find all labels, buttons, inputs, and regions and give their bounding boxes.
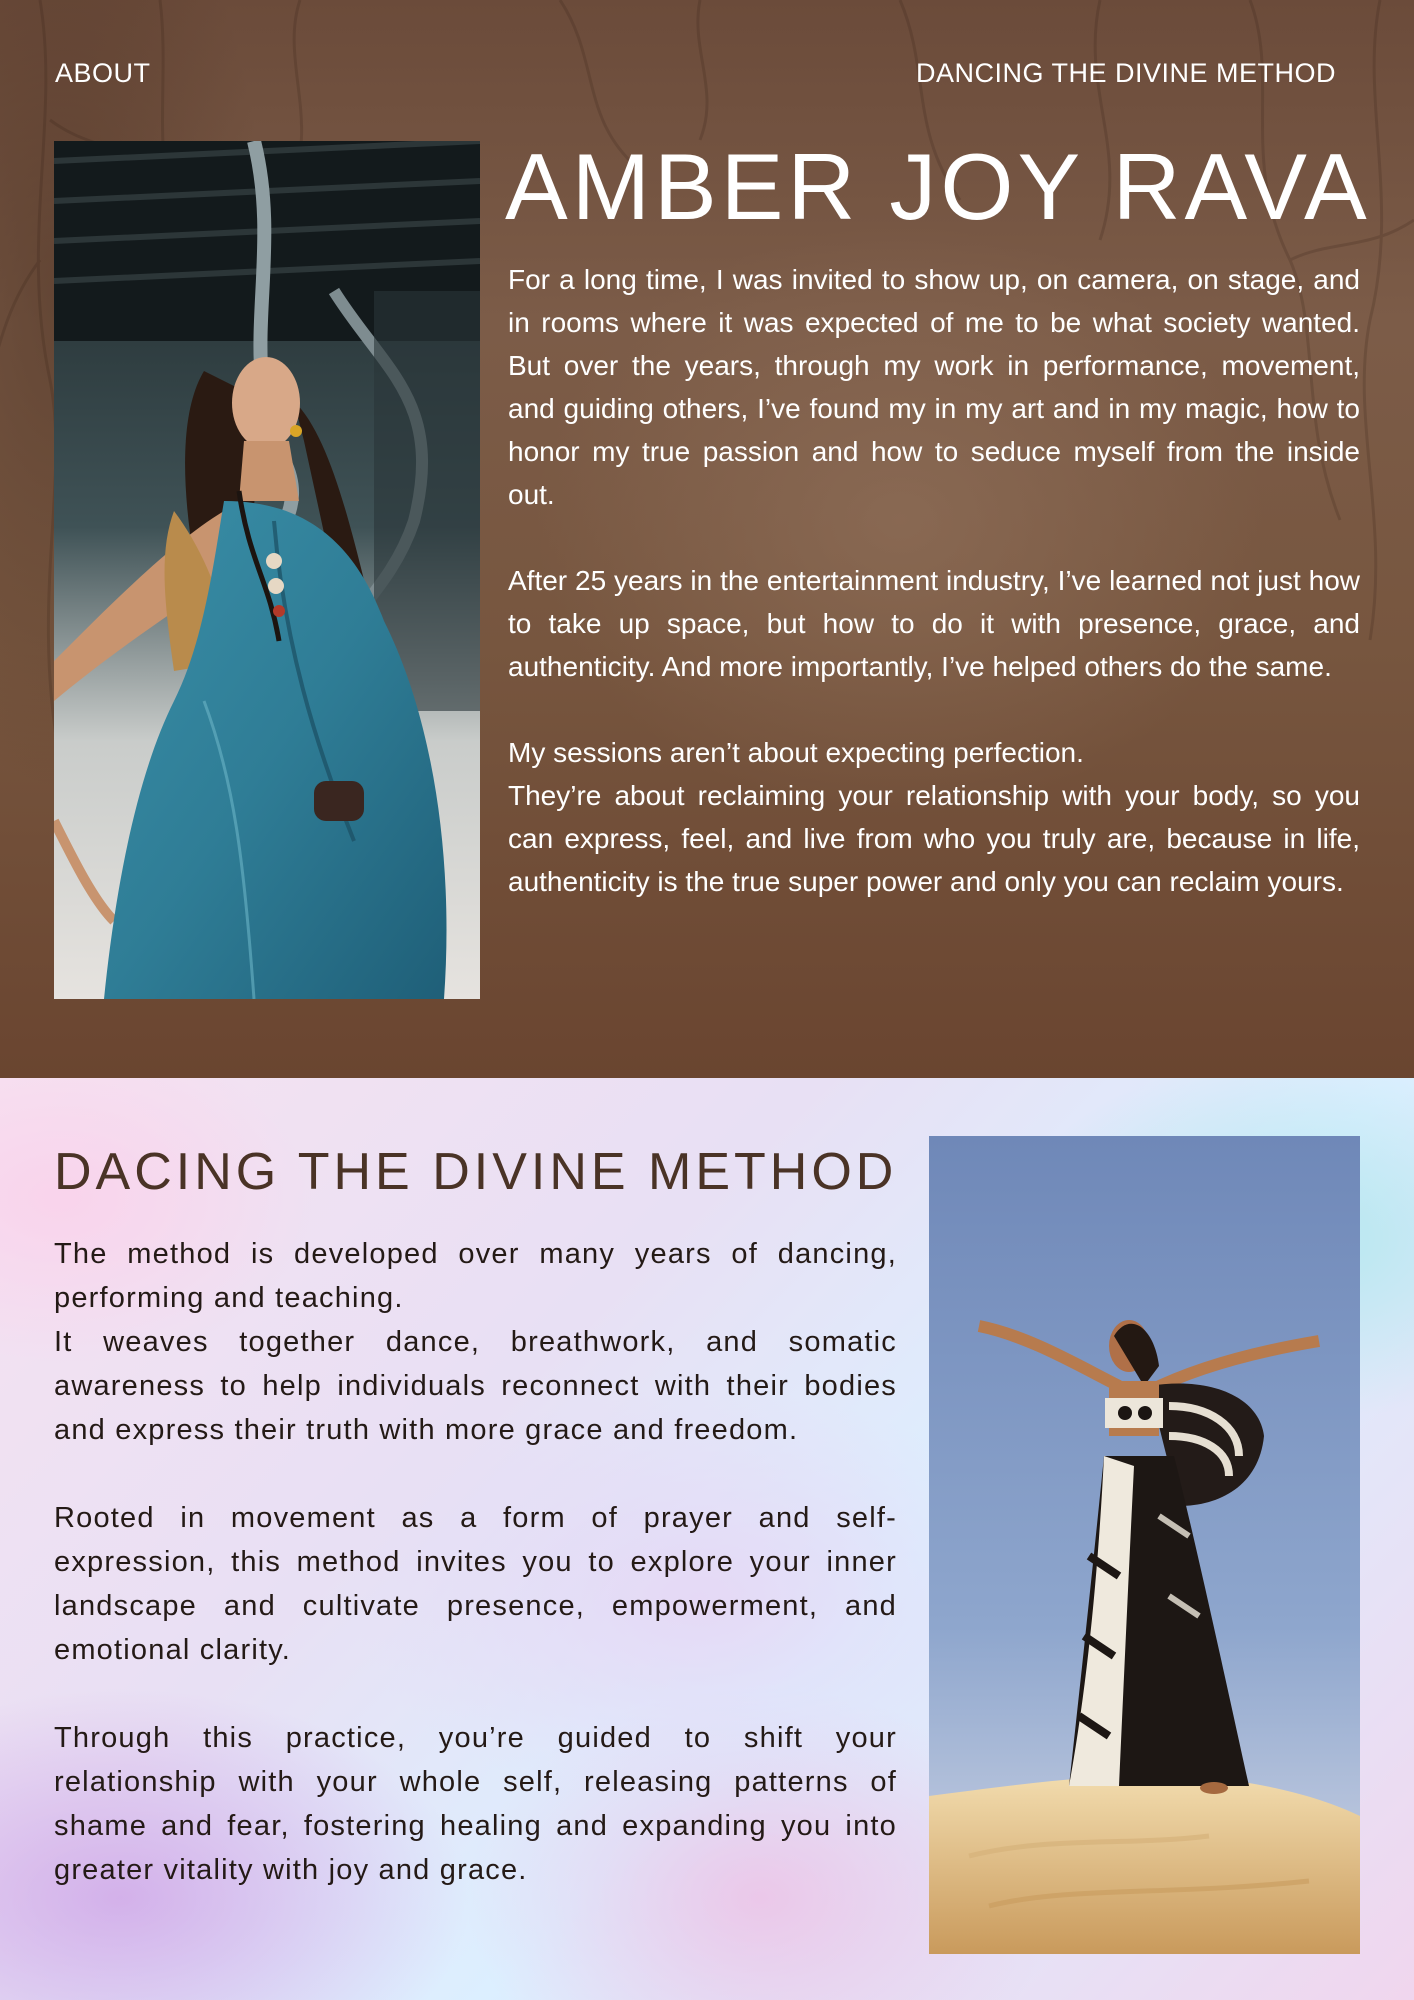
method-paragraph-3: Through this practice, you’re guided to shift your relationship with your whole self, releasing patterns of shame and fear, fostering healing and expanding you into greater vitality with joy and grace.: [54, 1722, 897, 1886]
bio-paragraph-3a: My sessions aren’t about expecting perfection.: [508, 737, 1084, 768]
portrait-photo: [54, 141, 480, 999]
method-paragraph-1a: The method is developed over many years of dancing, performing and teaching.: [54, 1238, 897, 1314]
nav-about-link[interactable]: ABOUT: [55, 58, 151, 88]
bio-paragraph-3b: They’re about reclaiming your relationship with your body, so you can express, feel, and live from who you truly are, because in life, authenticity is the true super power and only you can reclaim yours.: [508, 780, 1360, 897]
method-paragraph-1b: It weaves together dance, breathwork, and somatic awareness to help individuals reconnect with their bodies and express their truth with more grace and freedom.: [54, 1326, 897, 1446]
about-bio: [508, 258, 1360, 903]
method-title: DACING THE DIVINE METHOD: [54, 1143, 898, 1201]
method-section: [0, 1078, 1414, 2000]
portrait-photo-icon: [54, 141, 480, 999]
page-title: AMBER JOY RAVA: [505, 134, 1371, 239]
method-paragraph-2: Rooted in movement as a form of prayer and self-expression, this method invites you to explore your inner landscape and cultivate presence, empowerment, and emotional clarity.: [54, 1502, 897, 1666]
bio-paragraph-1: For a long time, I was invited to show up, on camera, on stage, and in rooms where it was expected of me to be what society wanted. But over the years, through my work in performance, movement, and guiding others, I’ve found my in my art and in my magic, how to honor my true passion and how to seduce myself from the inside out.: [508, 264, 1360, 510]
method-text: [54, 1232, 897, 1892]
nav-method-link[interactable]: DANCING THE DIVINE METHOD: [915, 58, 1336, 88]
dancer-photo-icon: [929, 1136, 1360, 1954]
bio-paragraph-2: After 25 years in the entertainment industry, I’ve learned not just how to take up space, but how to do it with presence, grace, and authenticity. And more importantly, I’ve helped others do the same.: [508, 565, 1360, 682]
dancer-photo: [929, 1136, 1360, 1954]
